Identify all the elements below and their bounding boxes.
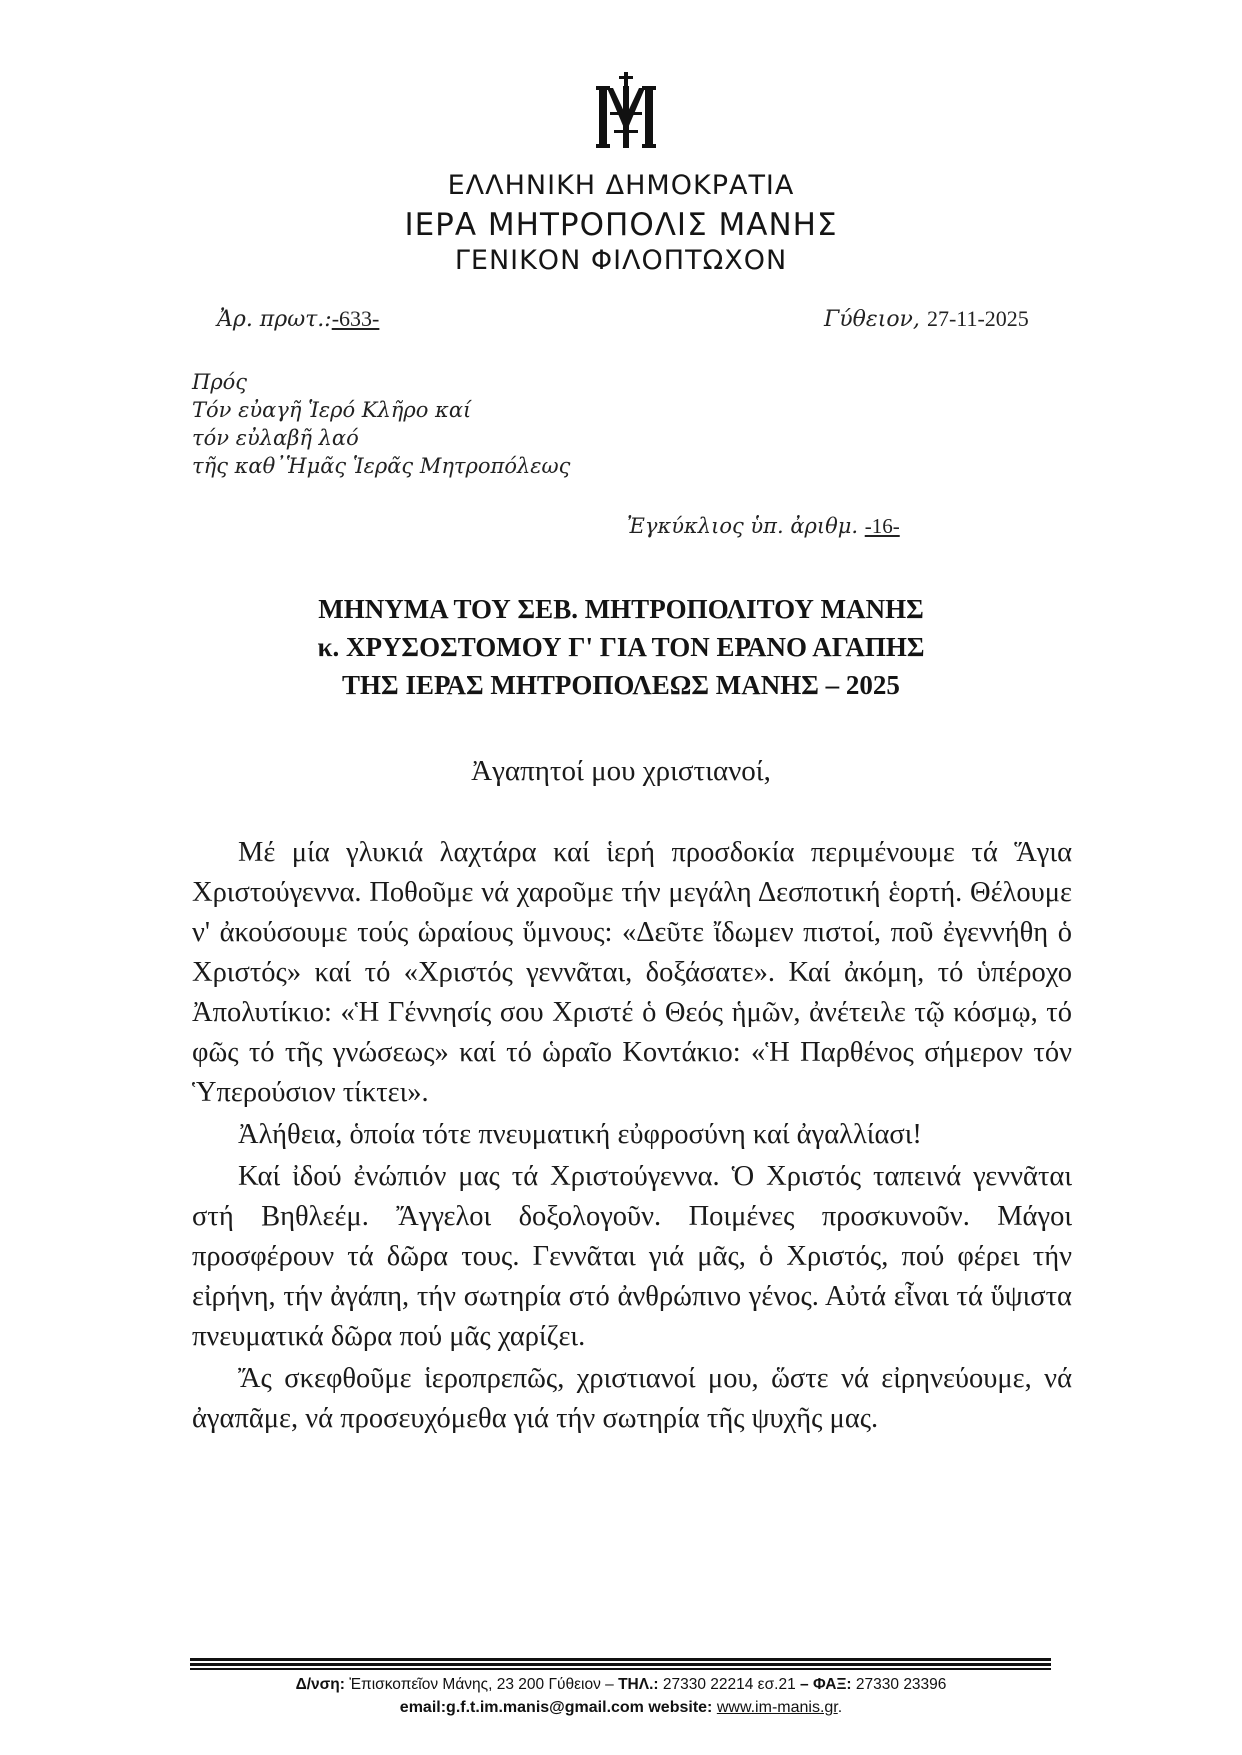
website-link[interactable]: www.im-manis.gr [716, 1699, 838, 1716]
protocol-label: Ἀρ. πρωτ.: [217, 307, 332, 332]
recipient-line: τόν εὐλαβῆ λαό [192, 426, 359, 450]
recipient-line: τῆς καθ᾽Ἡμᾶς Ἱερᾶς Μητροπόλεως [192, 454, 571, 478]
protocol-value: -633- [331, 306, 380, 331]
encyclical-value: -16- [864, 514, 900, 538]
recipient-line: Τόν εὐαγῆ Ἱερό Κλῆρο καί [192, 398, 472, 422]
title-line: κ. ΧΡΥΣΟΣΤΟΜΟΥ Γ' ΓΙΑ ΤΟΝ ΕΡΑΝΟ ΑΓΑΠΗΣ [317, 632, 925, 662]
fax-label: – ΦΑΞ: [800, 1676, 852, 1693]
document-title [0, 590, 1242, 704]
website-label: website: [648, 1699, 713, 1716]
paragraph: Καί ἰδού ἐνώπιόν μας τά Χριστούγεννα. Ὁ Χριστός ταπεινά γεννᾶται στή Βηθλεέμ. Ἄγγελοι δοξολογοῦν. Ποιμένες προσκυνοῦν. Μάγοι προσφέρουν τά δῶρα τους. Γεννᾶται γιά μᾶς, ὁ Χριστός, πού φέρει τήν εἰρήνη, τήν ἀγάπη, τήν σωτηρία στό ἀνθρώπινο γένος. Αὐτά εἶναι τά ὕψιστα πνευματικά δῶρα πού μᾶς χαρίζει. [192, 1161, 1072, 1352]
paragraph: Ἀλήθεια, ὁποία τότε πνευματική εὐφροσύνη καί ἀγαλλίασι! [238, 1119, 922, 1150]
header-metropolis: ΙΕΡΑ ΜΗΤΡΟΠΟΛΙΣ ΜΑΝΗΣ [404, 207, 838, 243]
address: Ἐπισκοπεῖον Μάνης, 23 200 Γύθειον – [349, 1676, 614, 1693]
letter-body [192, 833, 1072, 1439]
address-label: Δ/νση: [295, 1676, 345, 1693]
header-department: ΓΕΝΙΚΟΝ ΦΙΛΟΠΤΩΧΟΝ [454, 245, 788, 276]
phone-label: ΤΗΛ.: [618, 1676, 659, 1693]
greeting: Ἀγαπητοί μου χριστιανοί, [471, 755, 771, 787]
recipient-line: Πρός [192, 370, 248, 394]
encyclical-label: Ἐγκύκλιος ὑπ. ἀριθμ. [627, 514, 859, 538]
protocol-number [217, 306, 379, 332]
email[interactable]: g.f.t.im.manis@gmail.com [446, 1699, 644, 1716]
title-line: ΜΗΝΥΜΑ ΤΟΥ ΣΕΒ. ΜΗΤΡΟΠΟΛΙΤΟΥ ΜΑΝΗΣ [318, 594, 924, 624]
metropolis-monogram-icon [596, 72, 656, 150]
paragraph: Μέ μία γλυκιά λαχτάρα καί ἱερή προσδοκία περιμένουμε τά Ἅγια Χριστούγεννα. Ποθοῦμε νά χαροῦμε τήν μεγάλη Δεσποτική ἑορτή. Θέλουμε ν' ἀκούσουμε τούς ὡραίους ὕμνους: «Δεῦτε ἴδωμεν πιστοί, ποῦ ἐγεννήθη ὁ Χριστός» καί τό «Χριστός γεννᾶται, δοξάσατε». Καί ἀκόμη, τό ὑπέροχο Ἀπολυτίκιο: «Ἡ Γέννησίς σου Χριστέ ὁ Θεός ἡμῶν, ἀνέτειλε τῷ κόσμῳ, τό φῶς τό τῆς γνώσεως» καί τό ὡραῖο Κοντάκιο: «Ἡ Παρθένος σήμερον τόν Ὑπερούσιον τίκτει». [192, 837, 1072, 1108]
encyclical-number [627, 514, 900, 539]
header-country: ΕΛΛΗΝΙΚΗ ΔΗΜΟΚΡΑΤΙΑ [447, 170, 795, 201]
phone: 27330 22214 εσ.21 [662, 1676, 796, 1693]
footer-online [0, 1699, 1242, 1717]
title-line: ΤΗΣ ΙΕΡΑΣ ΜΗΤΡΟΠΟΛΕΩΣ ΜΑΝΗΣ – 2025 [342, 670, 900, 700]
footer-contact [0, 1676, 1242, 1694]
email-label: email: [399, 1699, 447, 1716]
fax: 27330 23396 [855, 1676, 947, 1693]
date: 27-11-2025 [926, 306, 1029, 331]
footer-divider [190, 1658, 1051, 1670]
recipients-block [192, 368, 570, 480]
place-date [824, 306, 1029, 332]
paragraph: Ἄς σκεφθοῦμε ἱεροπρεπῶς, χριστιανοί μου, ὥστε νά εἰρηνεύουμε, νά ἀγαπᾶμε, νά προσευχόμεθα γιά τήν σωτηρία τῆς ψυχῆς μας. [192, 1363, 1072, 1434]
place: Γύθειον, [824, 307, 920, 332]
website-suffix: . [837, 1699, 843, 1716]
